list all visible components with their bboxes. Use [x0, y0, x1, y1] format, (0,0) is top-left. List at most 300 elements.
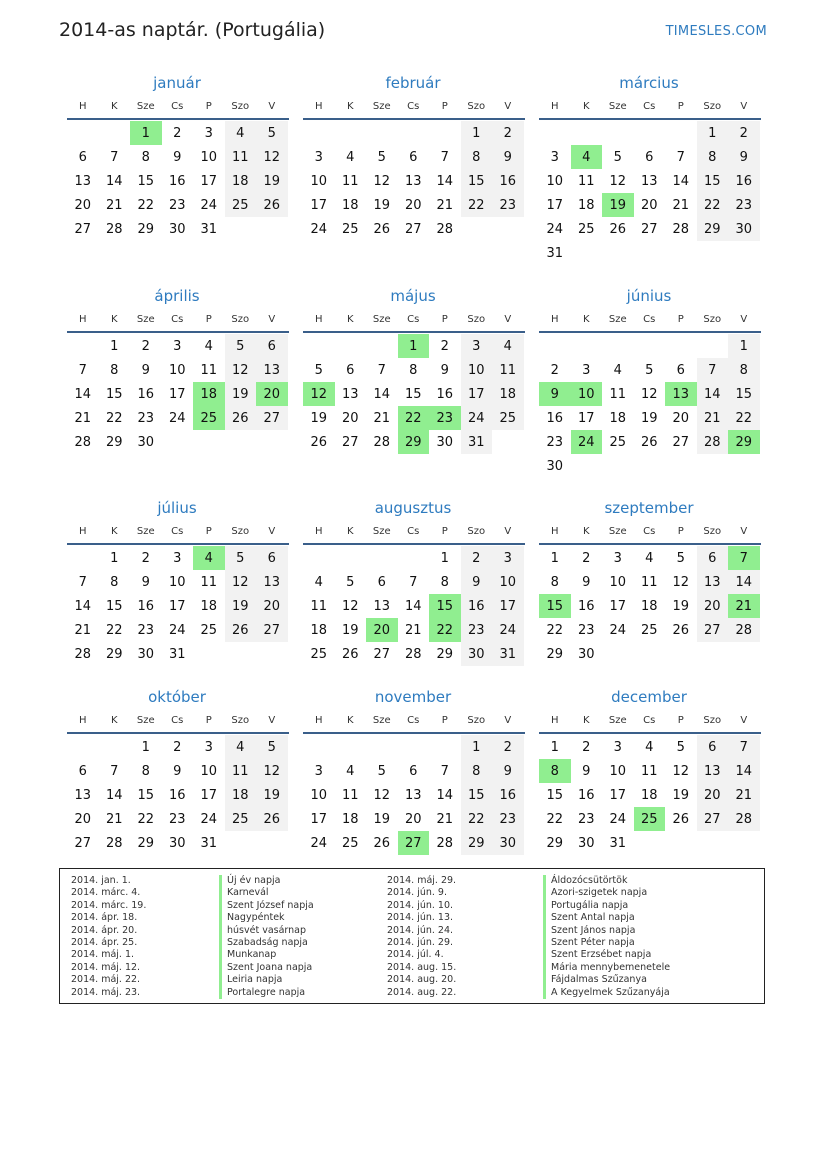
empty-cell [303, 735, 335, 759]
weekday-label: Cs [171, 100, 184, 112]
weekday-label: Sze [136, 714, 155, 726]
empty-cell [602, 334, 634, 358]
weekday-label: Cs [171, 313, 184, 325]
day-cell: 12 [256, 145, 288, 169]
header-rule [67, 331, 289, 333]
weekday-label: V [268, 714, 276, 726]
month-name: augusztus [374, 499, 452, 517]
header-rule [303, 732, 525, 734]
day-cell: 19 [341, 622, 359, 638]
month-5 [303, 284, 525, 454]
day-cell: 14 [728, 759, 760, 783]
day-grid [539, 546, 761, 666]
weekday-label: P [441, 100, 448, 112]
day-cell: 26 [373, 835, 391, 851]
day-cell: 10 [200, 763, 218, 779]
day-cell: 27 [404, 221, 422, 237]
day-grid [67, 735, 289, 855]
legend-holiday-name: húsvét vasárnap [219, 925, 314, 937]
day-cell: 13 [341, 386, 359, 402]
legend-date: 2014. jún. 9. [387, 887, 448, 899]
day-cell: 5 [314, 362, 323, 378]
month-name: július [157, 499, 197, 517]
holiday-legend [59, 868, 765, 1004]
day-cell: 21 [436, 197, 454, 213]
day-cell: 26 [225, 406, 257, 430]
day-cell: 27 [697, 807, 729, 831]
day-cell: 15 [728, 382, 760, 406]
day-cell: 24 [168, 622, 186, 638]
day-cell: 28 [105, 835, 123, 851]
day-cell: 6 [697, 735, 729, 759]
day-cell: 9 [582, 574, 591, 590]
weekday-label: K [346, 100, 354, 112]
day-cell: 14 [672, 173, 690, 189]
header-rule [303, 331, 525, 333]
holiday-day-cell: 19 [602, 193, 634, 217]
weekday-label: P [205, 100, 212, 112]
day-cell: 4 [346, 763, 355, 779]
legend-dates-left [71, 875, 146, 999]
brand-link[interactable]: TIMESLES.COM [665, 24, 767, 39]
legend-dates-right [387, 875, 456, 999]
day-cell: 9 [492, 145, 524, 169]
day-cell: 19 [225, 594, 257, 618]
header-rule [67, 118, 289, 120]
day-cell: 3 [613, 739, 622, 755]
day-cell: 29 [697, 217, 729, 241]
weekday-label: Sze [136, 525, 155, 537]
day-cell: 2 [582, 739, 591, 755]
day-cell: 10 [492, 570, 524, 594]
day-cell: 9 [173, 149, 182, 165]
day-cell: 15 [137, 173, 155, 189]
day-cell: 6 [256, 334, 288, 358]
day-cell: 3 [492, 546, 524, 570]
weekday-label: K [346, 525, 354, 537]
day-cell: 21 [74, 410, 92, 426]
weekday-label: V [740, 313, 748, 325]
legend-holiday-name: Új év napja [219, 875, 314, 887]
day-cell: 1 [110, 550, 119, 566]
day-cell: 15 [546, 787, 564, 803]
day-cell: 15 [137, 787, 155, 803]
day-cell: 23 [492, 807, 524, 831]
day-cell: 6 [409, 149, 418, 165]
legend-holiday-name: Munkanap [219, 949, 314, 961]
day-cell: 16 [436, 386, 454, 402]
weekday-label: K [110, 313, 118, 325]
day-cell: 26 [640, 434, 658, 450]
legend-date: 2014. ápr. 25. [71, 937, 138, 949]
day-cell: 5 [613, 149, 622, 165]
day-cell: 4 [204, 338, 213, 354]
empty-cell [335, 735, 367, 759]
day-cell: 5 [676, 550, 685, 566]
day-cell: 21 [728, 783, 760, 807]
day-cell: 20 [341, 410, 359, 426]
legend-holiday-name: Szent József napja [219, 900, 314, 912]
day-cell: 18 [225, 169, 257, 193]
legend-holiday-name: Fájdalmas Szűzanya [543, 974, 670, 986]
day-cell: 5 [225, 334, 257, 358]
day-cell: 19 [640, 410, 658, 426]
header-rule [67, 732, 289, 734]
day-cell: 6 [676, 362, 685, 378]
holiday-day-cell: 15 [539, 594, 571, 618]
day-cell: 20 [697, 594, 729, 618]
day-cell: 29 [137, 835, 155, 851]
day-cell: 3 [613, 550, 622, 566]
legend-date: 2014. jún. 13. [387, 912, 454, 924]
legend-holiday-name: Azori-szigetek napja [543, 887, 670, 899]
empty-cell [665, 334, 697, 358]
day-cell: 13 [74, 787, 92, 803]
weekday-label: Sze [372, 714, 391, 726]
day-cell: 29 [436, 646, 454, 662]
weekday-label: Sze [608, 313, 627, 325]
day-cell: 11 [341, 173, 359, 189]
day-cell: 27 [256, 618, 288, 642]
day-cell: 26 [341, 646, 359, 662]
legend-date: 2014. júl. 4. [387, 949, 444, 961]
day-cell: 21 [74, 622, 92, 638]
day-cell: 24 [310, 221, 328, 237]
day-cell: 30 [577, 835, 595, 851]
day-cell: 26 [672, 622, 690, 638]
legend-holiday-name: Leiria napja [219, 974, 314, 986]
day-cell: 16 [577, 787, 595, 803]
holiday-day-cell: 4 [571, 145, 603, 169]
day-cell: 18 [225, 783, 257, 807]
holiday-day-cell: 23 [429, 406, 461, 430]
day-cell: 5 [676, 739, 685, 755]
weekday-header [539, 520, 761, 542]
weekday-label: H [550, 100, 559, 112]
day-cell: 2 [550, 362, 559, 378]
weekday-label: P [441, 525, 448, 537]
weekday-label: H [314, 714, 323, 726]
day-cell: 22 [546, 622, 564, 638]
day-cell: 26 [256, 807, 288, 831]
day-cell: 7 [440, 149, 449, 165]
weekday-label: Szo [703, 525, 722, 537]
legend-holiday-name: Áldozócsütörtök [543, 875, 670, 887]
day-cell: 1 [728, 334, 760, 358]
day-cell: 14 [74, 386, 92, 402]
day-cell: 13 [256, 358, 288, 382]
legend-holiday-name: Nagypéntek [219, 912, 314, 924]
day-cell: 25 [200, 622, 218, 638]
day-cell: 10 [310, 173, 328, 189]
empty-cell [366, 546, 398, 570]
day-cell: 11 [640, 763, 658, 779]
day-cell: 6 [377, 574, 386, 590]
day-cell: 3 [461, 334, 493, 358]
weekday-label: Sze [372, 100, 391, 112]
holiday-day-cell: 25 [634, 807, 666, 831]
day-cell: 1 [550, 550, 559, 566]
day-grid [303, 546, 525, 666]
day-cell: 8 [461, 759, 493, 783]
day-cell: 31 [609, 835, 627, 851]
day-cell: 20 [404, 811, 422, 827]
holiday-day-cell: 20 [256, 382, 288, 406]
weekday-label: Cs [407, 525, 420, 537]
day-cell: 17 [200, 173, 218, 189]
day-cell: 10 [609, 763, 627, 779]
legend-holiday-name: Portalegre napja [219, 987, 314, 999]
day-cell: 6 [256, 546, 288, 570]
day-cell: 14 [697, 382, 729, 406]
weekday-label: V [740, 525, 748, 537]
day-cell: 12 [373, 787, 391, 803]
weekday-label: V [740, 714, 748, 726]
weekday-header [539, 709, 761, 731]
day-cell: 27 [74, 221, 92, 237]
day-cell: 2 [141, 338, 150, 354]
day-cell: 19 [225, 382, 257, 406]
weekday-label: Szo [703, 313, 722, 325]
day-cell: 8 [440, 574, 449, 590]
legend-date: 2014. márc. 4. [71, 887, 141, 899]
month-name: január [153, 74, 201, 92]
day-cell: 16 [137, 598, 155, 614]
day-cell: 22 [105, 622, 123, 638]
legend-holiday-name: Karnevál [219, 887, 314, 899]
day-cell: 2 [173, 739, 182, 755]
weekday-label: Szo [231, 525, 250, 537]
day-cell: 9 [141, 362, 150, 378]
day-cell: 27 [640, 221, 658, 237]
day-cell: 20 [697, 783, 729, 807]
weekday-header [303, 709, 525, 731]
day-cell: 29 [461, 831, 493, 855]
day-cell: 19 [672, 787, 690, 803]
month-12 [539, 685, 761, 855]
day-cell: 28 [373, 434, 391, 450]
day-cell: 28 [672, 221, 690, 237]
day-cell: 14 [74, 598, 92, 614]
day-cell: 18 [577, 197, 595, 213]
day-cell: 5 [225, 546, 257, 570]
day-cell: 11 [225, 145, 257, 169]
day-cell: 13 [404, 173, 422, 189]
weekday-label: K [582, 313, 590, 325]
empty-cell [335, 121, 367, 145]
day-cell: 19 [256, 169, 288, 193]
day-cell: 14 [373, 386, 391, 402]
day-grid [67, 334, 289, 454]
day-cell: 1 [697, 121, 729, 145]
day-cell: 13 [640, 173, 658, 189]
day-cell: 2 [582, 550, 591, 566]
weekday-header [67, 95, 289, 117]
weekday-label: K [582, 100, 590, 112]
empty-cell [665, 121, 697, 145]
day-cell: 8 [409, 362, 418, 378]
weekday-label: K [110, 525, 118, 537]
day-cell: 6 [78, 149, 87, 165]
legend-date: 2014. jan. 1. [71, 875, 131, 886]
day-cell: 26 [310, 434, 328, 450]
day-cell: 3 [204, 125, 213, 141]
day-grid [303, 735, 525, 855]
empty-cell [99, 735, 131, 759]
day-cell: 16 [492, 783, 524, 807]
weekday-label: Cs [643, 313, 656, 325]
day-cell: 18 [640, 787, 658, 803]
month-11 [303, 685, 525, 855]
day-cell: 23 [137, 622, 155, 638]
month-name: június [626, 287, 672, 305]
header-rule [539, 118, 761, 120]
day-cell: 10 [461, 358, 493, 382]
day-cell: 26 [609, 221, 627, 237]
day-cell: 12 [672, 574, 690, 590]
day-cell: 24 [168, 410, 186, 426]
legend-date: 2014. máj. 23. [71, 986, 141, 998]
day-cell: 16 [577, 598, 595, 614]
day-cell: 9 [492, 759, 524, 783]
day-cell: 23 [137, 410, 155, 426]
day-cell: 4 [645, 739, 654, 755]
weekday-label: Szo [231, 714, 250, 726]
day-cell: 13 [697, 759, 729, 783]
day-cell: 9 [728, 145, 760, 169]
empty-cell [398, 735, 430, 759]
empty-cell [303, 334, 335, 358]
day-cell: 9 [461, 570, 493, 594]
weekday-label: Cs [171, 525, 184, 537]
day-cell: 24 [200, 811, 218, 827]
day-cell: 7 [110, 763, 119, 779]
weekday-label: H [78, 714, 87, 726]
day-cell: 12 [640, 386, 658, 402]
weekday-label: P [441, 313, 448, 325]
holiday-day-cell: 22 [429, 618, 461, 642]
day-cell: 18 [640, 598, 658, 614]
day-cell: 11 [640, 574, 658, 590]
holiday-day-cell: 10 [571, 382, 603, 406]
day-cell: 11 [577, 173, 595, 189]
day-cell: 28 [74, 646, 92, 662]
day-cell: 1 [141, 739, 150, 755]
weekday-header [67, 709, 289, 731]
day-cell: 9 [141, 574, 150, 590]
day-cell: 3 [204, 739, 213, 755]
weekday-label: K [346, 714, 354, 726]
day-cell: 1 [461, 121, 493, 145]
holiday-day-cell: 4 [193, 546, 225, 570]
day-cell: 18 [609, 410, 627, 426]
day-cell: 4 [346, 149, 355, 165]
legend-date: 2014. márc. 19. [71, 899, 147, 911]
weekday-label: Szo [467, 100, 486, 112]
day-cell: 21 [672, 197, 690, 213]
day-cell: 21 [373, 410, 391, 426]
month-6 [539, 284, 761, 478]
day-cell: 30 [436, 434, 454, 450]
empty-cell [697, 334, 729, 358]
weekday-label: H [78, 525, 87, 537]
legend-names-left [219, 875, 314, 999]
month-name: április [154, 287, 200, 305]
day-cell: 22 [137, 811, 155, 827]
day-cell: 29 [137, 221, 155, 237]
weekday-label: Szo [231, 313, 250, 325]
empty-cell [539, 334, 571, 358]
month-3 [539, 71, 761, 265]
day-cell: 7 [377, 362, 386, 378]
day-cell: 21 [404, 622, 422, 638]
day-cell: 29 [546, 646, 564, 662]
day-cell: 11 [225, 759, 257, 783]
weekday-label: V [268, 100, 276, 112]
day-cell: 28 [404, 646, 422, 662]
empty-cell [99, 121, 131, 145]
day-cell: 17 [310, 811, 328, 827]
day-cell: 20 [672, 410, 690, 426]
day-cell: 10 [546, 173, 564, 189]
day-cell: 22 [728, 406, 760, 430]
day-cell: 16 [168, 787, 186, 803]
weekday-label: K [110, 714, 118, 726]
day-cell: 4 [225, 735, 257, 759]
month-name: február [385, 74, 441, 92]
weekday-header [303, 520, 525, 542]
day-cell: 6 [78, 763, 87, 779]
day-cell: 3 [582, 362, 591, 378]
weekday-label: H [314, 525, 323, 537]
empty-cell [429, 735, 461, 759]
holiday-day-cell: 24 [571, 430, 603, 454]
day-cell: 3 [173, 550, 182, 566]
day-cell: 30 [137, 434, 155, 450]
day-cell: 9 [173, 763, 182, 779]
day-cell: 24 [200, 197, 218, 213]
day-cell: 16 [461, 594, 493, 618]
day-cell: 23 [546, 434, 564, 450]
weekday-label: H [314, 313, 323, 325]
legend-holiday-name: Szent Antal napja [543, 912, 670, 924]
month-name: szeptember [604, 499, 694, 517]
day-cell: 7 [78, 362, 87, 378]
day-cell: 22 [461, 193, 493, 217]
day-cell: 13 [373, 598, 391, 614]
holiday-day-cell: 29 [398, 430, 430, 454]
day-cell: 23 [168, 197, 186, 213]
day-cell: 15 [404, 386, 422, 402]
weekday-label: H [78, 100, 87, 112]
empty-cell [539, 121, 571, 145]
weekday-label: V [268, 525, 276, 537]
day-cell: 23 [492, 193, 524, 217]
day-cell: 21 [436, 811, 454, 827]
day-cell: 1 [550, 739, 559, 755]
empty-cell [571, 334, 603, 358]
day-cell: 23 [577, 622, 595, 638]
legend-holiday-name: Portugália napja [543, 900, 670, 912]
day-cell: 20 [74, 197, 92, 213]
weekday-label: Szo [467, 714, 486, 726]
day-cell: 4 [492, 334, 524, 358]
day-cell: 17 [200, 787, 218, 803]
day-cell: 25 [310, 646, 328, 662]
day-cell: 4 [225, 121, 257, 145]
empty-cell [366, 735, 398, 759]
holiday-day-cell: 20 [366, 618, 398, 642]
